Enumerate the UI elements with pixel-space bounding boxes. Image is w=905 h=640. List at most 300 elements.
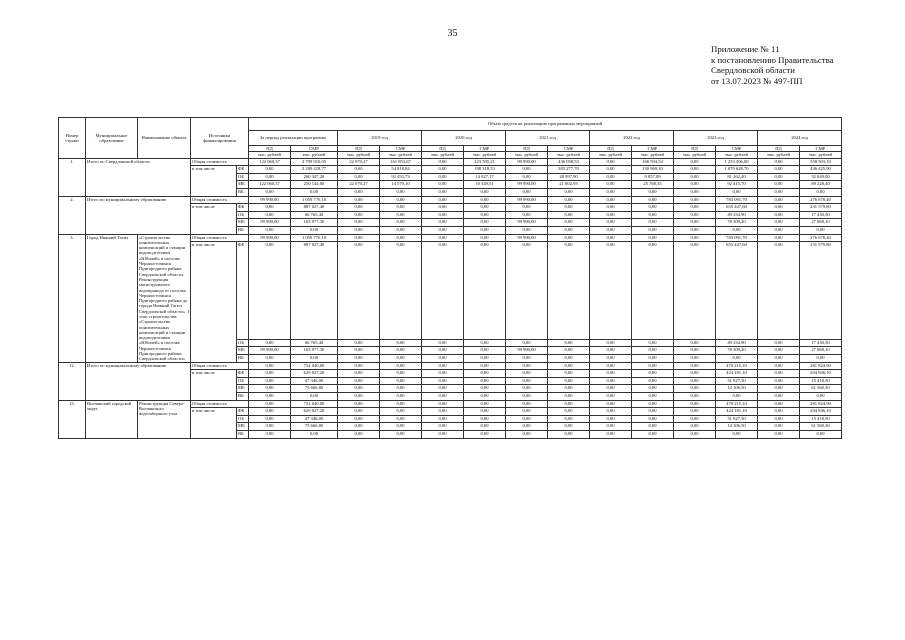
amount-cell: 9 857,09	[632, 173, 674, 181]
amount-cell: 0,00	[506, 242, 548, 340]
amount-cell: 0,00	[590, 377, 632, 385]
amount-cell: 0,00	[249, 362, 291, 370]
amount-cell: 10 349,51	[464, 181, 506, 189]
amount-cell: 0,00	[249, 408, 291, 416]
amount-cell: 0,00	[422, 385, 464, 393]
amount-cell: 0,00	[674, 166, 716, 174]
amount-cell: 0,00	[338, 370, 380, 378]
amount-cell: 0,00	[506, 211, 548, 219]
amount-cell: 0,00	[380, 242, 422, 340]
amount-cell: 0,00	[632, 196, 674, 204]
amount-cell: 14 927,17	[464, 173, 506, 181]
amount-cell: 0,00	[758, 158, 800, 166]
amount-cell: 0,00	[338, 196, 380, 204]
table-row	[59, 362, 842, 370]
amount-cell: 0,00	[338, 377, 380, 385]
amount-cell: 0,00	[758, 393, 800, 401]
amount-cell: 0,00	[506, 204, 548, 212]
amount-cell: 0,00	[380, 211, 422, 219]
appendix-line: Свердловской области	[711, 65, 795, 75]
amount-cell: 231 579,80	[800, 204, 842, 212]
amount-cell: 0,00	[464, 385, 506, 393]
amount-cell: 0,00	[758, 415, 800, 423]
amount-cell: 0,00	[758, 242, 800, 340]
amount-cell: 0,00	[758, 226, 800, 234]
amount-cell: 0,00	[422, 173, 464, 181]
amount-cell: 99 990,00	[506, 196, 548, 204]
appendix-line: от 13.07.2023 № 497-ПП	[711, 75, 803, 86]
source-code: ОБ	[237, 377, 249, 385]
row-number: 1.	[59, 158, 86, 196]
including-label: в том числе	[191, 408, 237, 438]
amount-cell: 655 447,60	[716, 204, 758, 212]
source-code: ВБ	[237, 431, 249, 439]
amount-cell: 0,00	[758, 219, 800, 227]
amount-cell: 0,00	[632, 219, 674, 227]
amount-cell: 0,00	[632, 234, 674, 242]
amount-cell: 0,00	[338, 431, 380, 439]
amount-cell: 783 091,70	[716, 234, 758, 242]
header-total-period: За период реализации программы	[249, 131, 338, 146]
header-row-number: Номер строки	[59, 118, 86, 159]
amount-cell: 0,00	[590, 188, 632, 196]
amount-cell: 0,00	[758, 166, 800, 174]
including-label: в том числе	[191, 370, 237, 400]
amount-cell: 0,00	[758, 355, 800, 363]
amount-cell: 752 040,00	[291, 400, 338, 408]
amount-cell: 0,00	[249, 370, 291, 378]
amount-cell: 0,00	[758, 377, 800, 385]
amount-cell: 0,00	[800, 226, 842, 234]
amount-cell: 99 990,00	[249, 219, 291, 227]
amount-cell: 0,00	[464, 339, 506, 347]
amount-cell: 0,00	[380, 431, 422, 439]
source-code: ФБ	[237, 242, 249, 340]
amount-cell: 0,00	[291, 188, 338, 196]
amount-cell: 0,00	[590, 204, 632, 212]
amount-cell: 0,00	[800, 355, 842, 363]
amount-cell: 0,00	[590, 158, 632, 166]
amount-cell: 0,00	[590, 211, 632, 219]
header-unit: тыс. рублей	[758, 152, 800, 158]
amount-cell: 0,00	[506, 166, 548, 174]
header-year: 2023 год	[674, 131, 758, 146]
amount-cell: 436 058,53	[548, 158, 590, 166]
amount-cell: 0,00	[632, 377, 674, 385]
object-name: Реконструкция Северо-Волчанского водозаборного узла	[138, 400, 191, 438]
amount-cell: 752 040,00	[291, 362, 338, 370]
amount-cell: 0,00	[548, 226, 590, 234]
amount-cell: 47 346,00	[291, 377, 338, 385]
amount-cell: 0,00	[590, 415, 632, 423]
header-unit: тыс. рублей	[548, 152, 590, 158]
amount-cell: 0,00	[422, 242, 464, 340]
amount-cell: 0,00	[338, 339, 380, 347]
row-number: 13.	[59, 400, 86, 438]
amount-cell: 0,00	[422, 393, 464, 401]
header-unit: тыс. рублей	[632, 152, 674, 158]
amount-cell: 0,00	[674, 196, 716, 204]
amount-cell: 27 668,10	[800, 347, 842, 355]
amount-cell: 0,00	[674, 219, 716, 227]
amount-cell: 0,00	[338, 166, 380, 174]
amount-cell: 75 666,80	[291, 423, 338, 431]
amount-cell: 0,00	[338, 355, 380, 363]
amount-cell: 0,00	[464, 377, 506, 385]
source-code: ОБ	[237, 173, 249, 181]
amount-cell: 0,00	[674, 181, 716, 189]
header-unit: тыс. рублей	[674, 152, 716, 158]
amount-cell: 655 447,60	[716, 242, 758, 340]
amount-cell: 66 765,40	[291, 339, 338, 347]
amount-cell: 0,00	[590, 431, 632, 439]
amount-cell: 0,00	[674, 423, 716, 431]
amount-cell: 0,00	[464, 423, 506, 431]
header-unit: тыс. рублей	[506, 152, 548, 158]
amount-cell: 99 990,00	[506, 181, 548, 189]
amount-cell: 99 990,00	[506, 234, 548, 242]
header-pd: ПД	[674, 146, 716, 152]
header-object: Наименование объекта	[138, 118, 191, 159]
amount-cell: 0,00	[590, 219, 632, 227]
amount-cell: 0,00	[380, 196, 422, 204]
amount-cell: 1 059 770,10	[291, 196, 338, 204]
amount-cell: 0,00	[758, 362, 800, 370]
including-label: в том числе	[191, 204, 237, 234]
amount-cell: 0,00	[464, 370, 506, 378]
amount-cell: 0,00	[464, 431, 506, 439]
amount-cell: 0,00	[338, 423, 380, 431]
amount-cell: 198 318,53	[464, 166, 506, 174]
amount-cell: 0,00	[338, 393, 380, 401]
amount-cell: 47 346,00	[291, 415, 338, 423]
amount-cell: 0,00	[590, 393, 632, 401]
amount-cell: 558 503,10	[800, 158, 842, 166]
amount-cell: 204 846,10	[800, 408, 842, 416]
header-unit: тыс. рублей	[422, 152, 464, 158]
amount-cell: 49 334,90	[716, 211, 758, 219]
amount-cell: 0,00	[506, 355, 548, 363]
header-smr: СМР	[800, 146, 842, 152]
amount-cell: 0,00	[548, 423, 590, 431]
amount-cell: 0,00	[464, 355, 506, 363]
source-total-label: Общая стоимость	[191, 196, 249, 204]
amount-cell: 0,00	[548, 347, 590, 355]
amount-cell: 0,00	[422, 219, 464, 227]
amount-cell: 0,00	[464, 400, 506, 408]
amount-cell: 204 846,10	[800, 370, 842, 378]
amount-cell: 0,00	[548, 431, 590, 439]
amount-cell: 0,00	[590, 355, 632, 363]
amount-cell: 0,00	[548, 339, 590, 347]
amount-cell: 14 579,10	[380, 181, 422, 189]
header-funds: Объем средств на реализацию программных мероприятий	[249, 118, 842, 131]
amount-cell: 49 334,90	[716, 339, 758, 347]
amount-cell: 0,00	[674, 339, 716, 347]
amount-cell: 0,00	[632, 211, 674, 219]
amount-cell: 0,00	[249, 423, 291, 431]
amount-cell: 0,00	[380, 234, 422, 242]
amount-cell: 0,00	[249, 204, 291, 212]
amount-cell: 0,00	[590, 385, 632, 393]
amount-cell: 0,00	[380, 423, 422, 431]
table-row	[59, 158, 842, 166]
row-number: 2.	[59, 196, 86, 234]
amount-cell: 0,00	[249, 415, 291, 423]
amount-cell: 0,00	[674, 173, 716, 181]
amount-cell: 0,00	[800, 188, 842, 196]
amount-cell: 0,00	[338, 234, 380, 242]
amount-cell: 0,00	[506, 423, 548, 431]
amount-cell: 99 990,00	[506, 347, 548, 355]
header-municipality: Муниципальное образование	[86, 118, 138, 159]
amount-cell: 0,00	[506, 408, 548, 416]
amount-cell: 0,00	[291, 431, 338, 439]
amount-cell: 0,00	[632, 242, 674, 340]
amount-cell: 0,00	[632, 362, 674, 370]
object-name: «Строительство понизительных компенсаций и станции водоподготовки «Юбилей» в поселке Черноисточинск Пригородного района Свердловской области. Реконструкция магистрального водопровода от поселка Черноисточинск Пригородного района до города Нижний Тагил Свердловской области». I этап строительства. «Строительство понизительных компенсаций и станции водоподготовки «Юбилей» в поселке Черноисточинск Пригородного района Свердловской области»	[139, 234, 189, 362]
amount-cell: 0,00	[758, 408, 800, 416]
amount-cell: 22 070,27	[338, 181, 380, 189]
amount-cell: 783 091,70	[716, 196, 758, 204]
amount-cell: 281 824,90	[800, 400, 842, 408]
amount-cell: 0,00	[548, 400, 590, 408]
amount-cell: 0,00	[380, 393, 422, 401]
source-code: ФБ	[237, 166, 249, 174]
amount-cell: 0,00	[590, 347, 632, 355]
amount-cell: 0,00	[249, 339, 291, 347]
amount-cell: 0,00	[338, 400, 380, 408]
amount-cell: 0,00	[464, 211, 506, 219]
amount-cell: 0,00	[590, 226, 632, 234]
amount-cell: 0,00	[674, 400, 716, 408]
amount-cell: 0,00	[506, 226, 548, 234]
amount-cell: 0,00	[590, 181, 632, 189]
amount-cell: 424 181,10	[716, 370, 758, 378]
amount-cell: 0,00	[758, 423, 800, 431]
amount-cell: 17 430,50	[800, 339, 842, 347]
amount-cell: 436 425,90	[800, 166, 842, 174]
amount-cell: 21 802,93	[548, 181, 590, 189]
amount-cell: 424 181,10	[716, 408, 758, 416]
amount-cell: 0,00	[380, 400, 422, 408]
amount-cell: 0,00	[338, 188, 380, 196]
amount-cell: 0,00	[506, 362, 548, 370]
appendix-line: Приложение № 11	[711, 44, 780, 54]
amount-cell: 0,00	[380, 355, 422, 363]
source-code: ВБ	[237, 393, 249, 401]
amount-cell: 0,00	[674, 226, 716, 234]
amount-cell: 0,00	[464, 234, 506, 242]
header-year: 2020 год	[422, 131, 506, 146]
table-row	[59, 234, 842, 242]
amount-cell: 0,00	[674, 211, 716, 219]
amount-cell: 0,00	[674, 347, 716, 355]
amount-cell: 0,00	[632, 423, 674, 431]
amount-cell: 0,00	[249, 377, 291, 385]
amount-cell: 0,00	[758, 196, 800, 204]
header-unit: тыс. рублей	[338, 152, 380, 158]
amount-cell: 0,00	[674, 234, 716, 242]
amount-cell: 0,00	[464, 347, 506, 355]
amount-cell: 0,00	[422, 226, 464, 234]
amount-cell: 0,00	[632, 339, 674, 347]
source-code: МБ	[237, 347, 249, 355]
source-total-label: Общая стоимость	[191, 234, 249, 242]
amount-cell: 0,00	[758, 400, 800, 408]
amount-cell: 0,00	[249, 211, 291, 219]
amount-cell: 99 990,00	[506, 158, 548, 166]
header-sources: Источники финансирования	[191, 118, 249, 159]
amount-cell: 0,00	[590, 173, 632, 181]
source-code: ВБ	[237, 355, 249, 363]
amount-cell: 14 106,50	[716, 423, 758, 431]
amount-cell: 0,00	[506, 377, 548, 385]
amount-cell: 0,00	[632, 415, 674, 423]
amount-cell: 0,00	[590, 234, 632, 242]
amount-cell: 231 579,80	[800, 242, 842, 340]
amount-cell: 0,00	[632, 188, 674, 196]
amount-cell: 25 768,35	[632, 181, 674, 189]
amount-cell: 276 678,40	[800, 234, 842, 242]
source-code: ФБ	[237, 408, 249, 416]
page-number: 35	[447, 28, 458, 39]
amount-cell: 0,00	[800, 393, 842, 401]
header-unit: тыс. рублей	[291, 152, 338, 158]
amount-cell: 0,00	[548, 393, 590, 401]
amount-cell: 250 144,00	[291, 181, 338, 189]
amount-cell: 0,00	[291, 355, 338, 363]
amount-cell: 0,00	[249, 400, 291, 408]
amount-cell: 0,00	[548, 377, 590, 385]
amount-cell: 0,00	[674, 385, 716, 393]
group-total-name: Итого по муниципальному образованию	[86, 196, 191, 234]
amount-cell: 75 666,80	[291, 385, 338, 393]
amount-cell: 14 106,50	[716, 385, 758, 393]
header-year: 2021 год	[506, 131, 590, 146]
amount-cell: 0,00	[422, 431, 464, 439]
amount-cell: 0,00	[590, 408, 632, 416]
amount-cell: 0,00	[590, 400, 632, 408]
amount-cell: 0,00	[548, 219, 590, 227]
amount-cell: 470 215,10	[716, 400, 758, 408]
source-code: ОБ	[237, 211, 249, 219]
amount-cell: 66 765,40	[291, 211, 338, 219]
municipality-name: Волчанский городской округ	[86, 400, 138, 438]
amount-cell: 629 027,20	[291, 408, 338, 416]
amount-cell: 99 990,00	[249, 347, 291, 355]
amount-cell: 0,00	[674, 158, 716, 166]
row-number: 12.	[59, 362, 86, 400]
amount-cell: 0,00	[338, 362, 380, 370]
amount-cell: 78 309,20	[716, 219, 758, 227]
amount-cell: 0,00	[632, 431, 674, 439]
amount-cell: 0,00	[249, 431, 291, 439]
amount-cell: 166 594,54	[632, 158, 674, 166]
source-total-label: Общая стоимость	[191, 400, 249, 408]
amount-cell: 122 060,37	[249, 181, 291, 189]
group-total-name: Итого по Свердловской области	[86, 158, 191, 196]
amount-cell: 0,00	[716, 431, 758, 439]
amount-cell: 0,00	[422, 423, 464, 431]
amount-cell: 0,00	[758, 431, 800, 439]
appendix-note	[711, 44, 834, 86]
amount-cell: 0,00	[548, 408, 590, 416]
amount-cell: 0,00	[380, 415, 422, 423]
amount-cell: 130 969,10	[632, 166, 674, 174]
amount-cell: 0,00	[422, 234, 464, 242]
header-pd: ПД	[506, 146, 548, 152]
amount-cell: 0,00	[674, 370, 716, 378]
amount-cell: 0,00	[632, 408, 674, 416]
amount-cell: 0,00	[632, 204, 674, 212]
amount-cell: 0,00	[758, 211, 800, 219]
amount-cell: 0,00	[249, 166, 291, 174]
source-code: МБ	[237, 181, 249, 189]
amount-cell: 0,00	[590, 242, 632, 340]
amount-cell: 0,00	[506, 385, 548, 393]
amount-cell: 1 079 628,70	[716, 166, 758, 174]
amount-cell: 0,00	[338, 242, 380, 340]
amount-cell: 1 059 770,10	[291, 234, 338, 242]
amount-cell: 0,00	[674, 408, 716, 416]
amount-cell: 32 849,00	[800, 173, 842, 181]
amount-cell: 1 253 306,00	[716, 158, 758, 166]
header-smr: СМР	[464, 146, 506, 152]
amount-cell: 81 262,40	[716, 173, 758, 181]
amount-cell: 99 990,00	[506, 219, 548, 227]
amount-cell: 0,00	[674, 377, 716, 385]
header-unit: тыс. рублей	[464, 152, 506, 158]
appendix-line: к постановлению Правительства	[711, 54, 834, 65]
amount-cell: 0,00	[506, 188, 548, 196]
source-code: ФБ	[237, 370, 249, 378]
header-smr: СМР	[548, 146, 590, 152]
header-unit: тыс. рублей	[590, 152, 632, 158]
header-unit: тыс. рублей	[800, 152, 842, 158]
header-smr: СМР	[291, 146, 338, 152]
amount-cell: 122 060,37	[249, 158, 291, 166]
amount-cell: 0,00	[464, 188, 506, 196]
amount-cell: 0,00	[422, 347, 464, 355]
amount-cell: 31 927,50	[716, 415, 758, 423]
amount-cell: 0,00	[716, 226, 758, 234]
amount-cell: 22 070,27	[338, 158, 380, 166]
amount-cell: 0,00	[464, 393, 506, 401]
amount-cell: 223 595,21	[464, 158, 506, 166]
amount-cell: 887 027,40	[291, 242, 338, 340]
amount-cell: 27 668,10	[800, 219, 842, 227]
amount-cell: 0,00	[422, 362, 464, 370]
amount-cell: 0,00	[548, 211, 590, 219]
amount-cell: 0,00	[464, 242, 506, 340]
amount-cell: 78 309,20	[716, 347, 758, 355]
amount-cell: 15 418,50	[800, 415, 842, 423]
amount-cell: 0,00	[422, 408, 464, 416]
amount-cell: 0,00	[464, 226, 506, 234]
amount-cell: 0,00	[380, 408, 422, 416]
amount-cell: 0,00	[548, 188, 590, 196]
source-code: МБ	[237, 219, 249, 227]
row-number: 3.	[59, 234, 86, 362]
amount-cell: 0,00	[548, 415, 590, 423]
source-total-label: Общая стоимость	[191, 158, 249, 166]
amount-cell: 0,00	[380, 204, 422, 212]
amount-cell: 0,00	[338, 385, 380, 393]
amount-cell: 0,00	[548, 196, 590, 204]
amount-cell: 0,00	[632, 355, 674, 363]
amount-cell: 0,00	[590, 362, 632, 370]
